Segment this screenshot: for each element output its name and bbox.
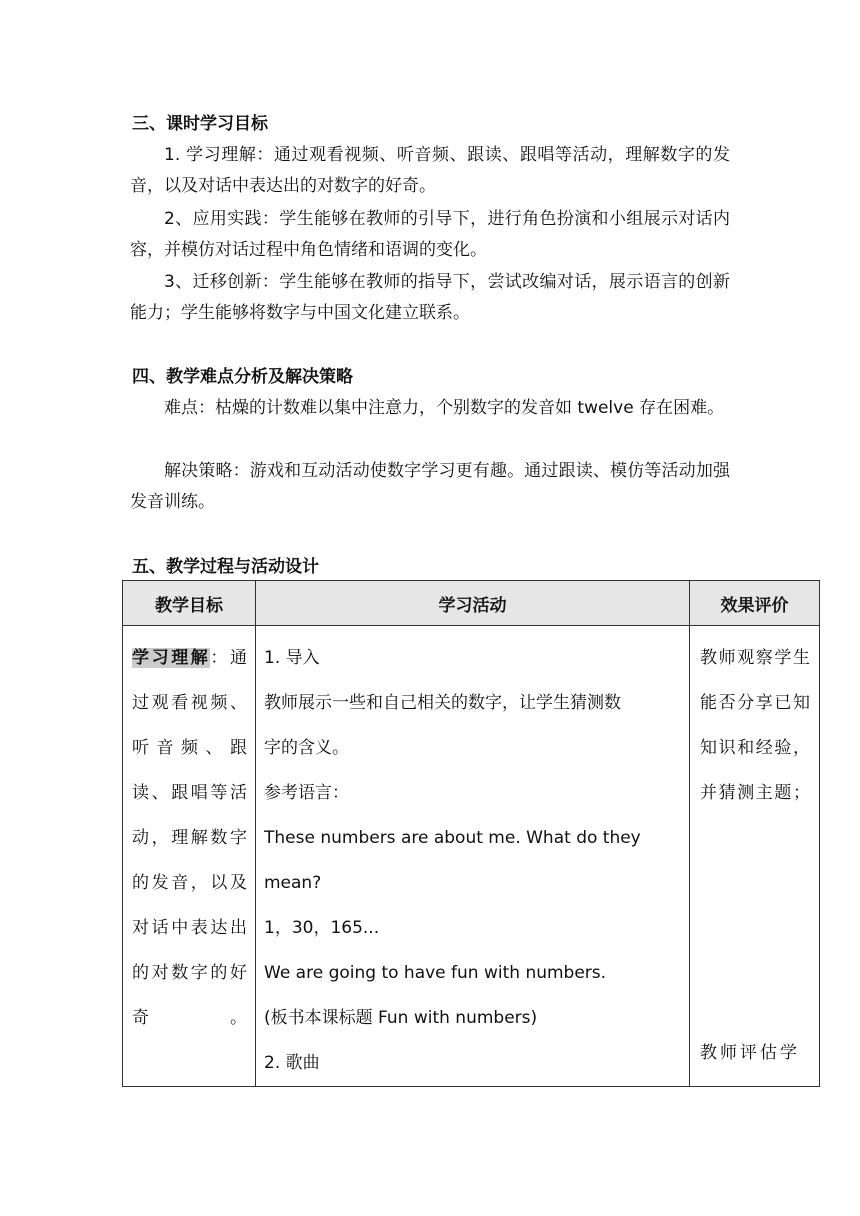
activity-line: (板书本课标题 Fun with numbers): [264, 1008, 538, 1028]
activity-line: 1，30，165...: [264, 918, 380, 938]
section4-paragraph-1: 难点：枯燥的计数难以集中注意力，个别数字的发音如 twelve 存在困难。: [164, 398, 725, 418]
goal-label: 学习理解: [132, 648, 211, 668]
goal-text-block: [132, 636, 247, 1041]
table-header-row: [123, 581, 820, 626]
goal-description: ：通过观看视频、听音频、跟读、跟唱等活动，理解数字的发音，以及对话中表达出的对数字的好奇。: [132, 648, 248, 1028]
section3-heading: 三、课时学习目标: [132, 114, 268, 134]
evaluation-text-a: 教师观察学生能否分享已知知识和经验，并猜测主题；: [700, 648, 811, 803]
goal-cell: [123, 626, 256, 1087]
section4-paragraph-2: 解决策略：游戏和互动活动使数字学习更有趣。通过跟读、模仿等活动加强发音训练。: [130, 461, 730, 512]
activity-line: 1. 导入: [264, 648, 320, 668]
header-evaluation: 效果评价: [690, 581, 820, 626]
evaluation-text-b: 教师评估学: [700, 1043, 800, 1063]
section3-paragraph-3: 3、迁移创新：学生能够在教师的指导下，尝试改编对话，展示语言的创新能力；学生能够将数字与中国文化建立联系。: [130, 272, 730, 323]
activity-line: We are going to have fun with numbers.: [264, 963, 607, 983]
header-learning-activity: 学习活动: [256, 581, 690, 626]
activity-line: 字的含义。: [264, 738, 349, 758]
activity-line: 参考语言：: [264, 783, 349, 803]
section4-heading: 四、教学难点分析及解决策略: [132, 367, 353, 387]
table-row: [123, 626, 820, 1087]
activity-line: These numbers are about me. What do they: [264, 828, 641, 848]
evaluation-cell: [690, 626, 820, 1087]
activity-line: 教师展示一些和自己相关的数字，让学生猜测数: [264, 693, 621, 713]
activity-cell: [256, 626, 690, 1087]
lesson-plan-table: [122, 580, 820, 1087]
section5-heading: 五、教学过程与活动设计: [132, 557, 319, 577]
activity-line: 2. 歌曲: [264, 1053, 320, 1073]
section3-paragraph-1: 1. 学习理解：通过观看视频、听音频、跟读、跟唱等活动，理解数字的发音，以及对话中表达出的对数字的好奇。: [130, 145, 730, 196]
activity-line: mean?: [264, 873, 322, 893]
section3-paragraph-2: 2、应用实践：学生能够在教师的引导下，进行角色扮演和小组展示对话内容，并模仿对话过程中角色情绪和语调的变化。: [130, 209, 730, 260]
header-teaching-goal: 教学目标: [123, 581, 256, 626]
